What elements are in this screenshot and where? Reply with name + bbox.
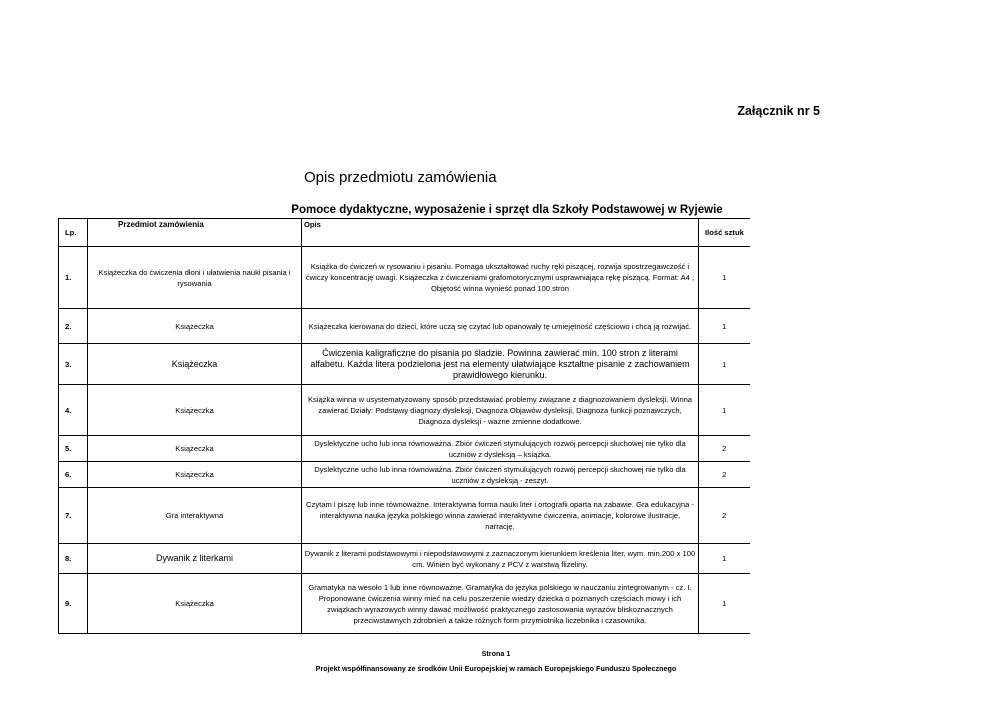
table-row — [59, 436, 750, 462]
order-table — [58, 218, 750, 634]
row-qty: 2 — [699, 488, 750, 544]
row-desc: Gramatyka na wesoło 1 lub inne równoważne. Gramatyka do języka polskiego w nauczaniu zintegrowanym - cz. I. Proponowane ćwiczenia winny mieć na celu poszerzenie wiedzy dziecka o poznanych częściach mowy i ich związkach wyrazowych winny dawać możliwość praktycznego zastosowania wyrazów bliskoznacznych przeciwstawnych zdrobnień a także różnych form przymiotnika liczebnika i czasownika. — [302, 574, 699, 634]
table-row — [59, 385, 750, 436]
row-desc: Dyslektyczne ucho lub inna równoważna. Zbiór ćwiczeń stymulujących rozwój percepcji słuchowej nie tylko dla uczniów z dysleksją – książka. — [302, 436, 699, 462]
table-row — [59, 344, 750, 385]
header-desc: Opis — [302, 219, 699, 247]
row-lp: 4. — [59, 385, 88, 436]
row-item: Książeczka — [88, 574, 302, 634]
project-note: Projekt współfinansowany ze środków Unii Europejskiej w ramach Europejskiego Funduszu Społecznego — [315, 664, 677, 673]
row-qty: 1 — [699, 309, 750, 344]
page-number: Strona 1 — [481, 649, 511, 658]
row-item: Książeczka — [88, 462, 302, 488]
row-desc: Czytam i piszę lub inne równoważne. Interaktywna forma nauki liter i ortografii oparta na zabawie. Gra edukacyjna - interaktywna nauka języka polskiego winna zawierać interaktywne ćwiczenia, animacje, kolorowe ilustracje, narrację. — [302, 488, 699, 544]
annex-label: Załącznik nr 5 — [737, 104, 820, 118]
row-lp: 9. — [59, 574, 88, 634]
row-item: Książeczka — [88, 344, 302, 385]
page-subtitle: Pomoce dydaktyczne, wyposażenie i sprzęt dla Szkoły Podstawowej w Ryjewie — [291, 204, 723, 216]
row-lp: 3. — [59, 344, 88, 385]
row-qty: 1 — [699, 385, 750, 436]
row-lp: 7. — [59, 488, 88, 544]
row-item: Dywanik z literkami — [88, 544, 302, 574]
header-qty: Ilość sztuk — [699, 219, 750, 247]
row-qty: 1 — [699, 247, 750, 309]
row-desc: Ćwiczenia kaligraficzne do pisania po śladzie. Powinna zawierać min. 100 stron z literami alfabetu. Każda litera podzielona jest na elementy ułatwiające kształtne pisanie z zachowaniem prawidłowego kierunku. — [302, 344, 699, 385]
header-item: Przedmiot zamówienia — [88, 219, 302, 247]
table-row — [59, 309, 750, 344]
row-qty: 1 — [699, 574, 750, 634]
row-desc: Dywanik z literami podstawowymi i niepodstawowymi z zaznaczonym kierunkiem kreślenia liter, wym. min.200 x 100 cm. Winien być wykonany z PCV z warstwą flizeliny. — [302, 544, 699, 574]
row-lp: 1. — [59, 247, 88, 309]
table-row — [59, 544, 750, 574]
row-desc: Książeczka kierowana do dzieci, które uczą się czytać lub opanowały tę umiejętność częściowo i chcą ją rozwijać. — [302, 309, 699, 344]
row-desc: Dyslektyczne ucho lub inna równoważna. Zbiór ćwiczeń stymulujących rozwój percepcji słuchowej nie tylko dla uczniów z dysleksją - zeszyt. — [302, 462, 699, 488]
table-row — [59, 574, 750, 634]
row-qty: 2 — [699, 462, 750, 488]
row-lp: 6. — [59, 462, 88, 488]
row-lp: 8. — [59, 544, 88, 574]
row-qty: 1 — [699, 344, 750, 385]
row-lp: 5. — [59, 436, 88, 462]
row-item: Książeczka do ćwiczenia dłoni i ułatwienia nauki pisania i rysowania — [88, 247, 302, 309]
row-desc: Książka winna w usystematyzowany sposób przedstawiać problemy związane z diagnozowaniem dysleksji. Winna zawierać Działy: Podstawy diagnozy dysleksji, Diagnoza Objawów dysleksji, Diagnoza funkcji poznawczych, Diagnoza dysleksji - ważne zmienne dodatkowe. — [302, 385, 699, 436]
table-row — [59, 488, 750, 544]
table-row — [59, 247, 750, 309]
row-item: Książeczka — [88, 385, 302, 436]
row-item: Książeczka — [88, 436, 302, 462]
table-row — [59, 462, 750, 488]
row-item: Gra interaktywna — [88, 488, 302, 544]
row-qty: 1 — [699, 544, 750, 574]
row-qty: 2 — [699, 436, 750, 462]
page-title: Opis przedmiotu zamówienia — [304, 169, 497, 186]
row-lp: 2. — [59, 309, 88, 344]
header-lp: Lp. — [59, 219, 88, 247]
row-item: Książeczka — [88, 309, 302, 344]
row-desc: Książka do ćwiczeń w rysowaniu i pisaniu. Pomaga ukształtować ruchy ręki piszącej, rozwija spostrzegawczość i ćwiczy koncentrację uwagi. Książeczka z ćwiczeniami grafomotorycznymi usprawniająca rękę piszącą. Format: A4 ; Objętość winna wynieść ponad 100 stron — [302, 247, 699, 309]
table-header-row — [59, 219, 750, 247]
